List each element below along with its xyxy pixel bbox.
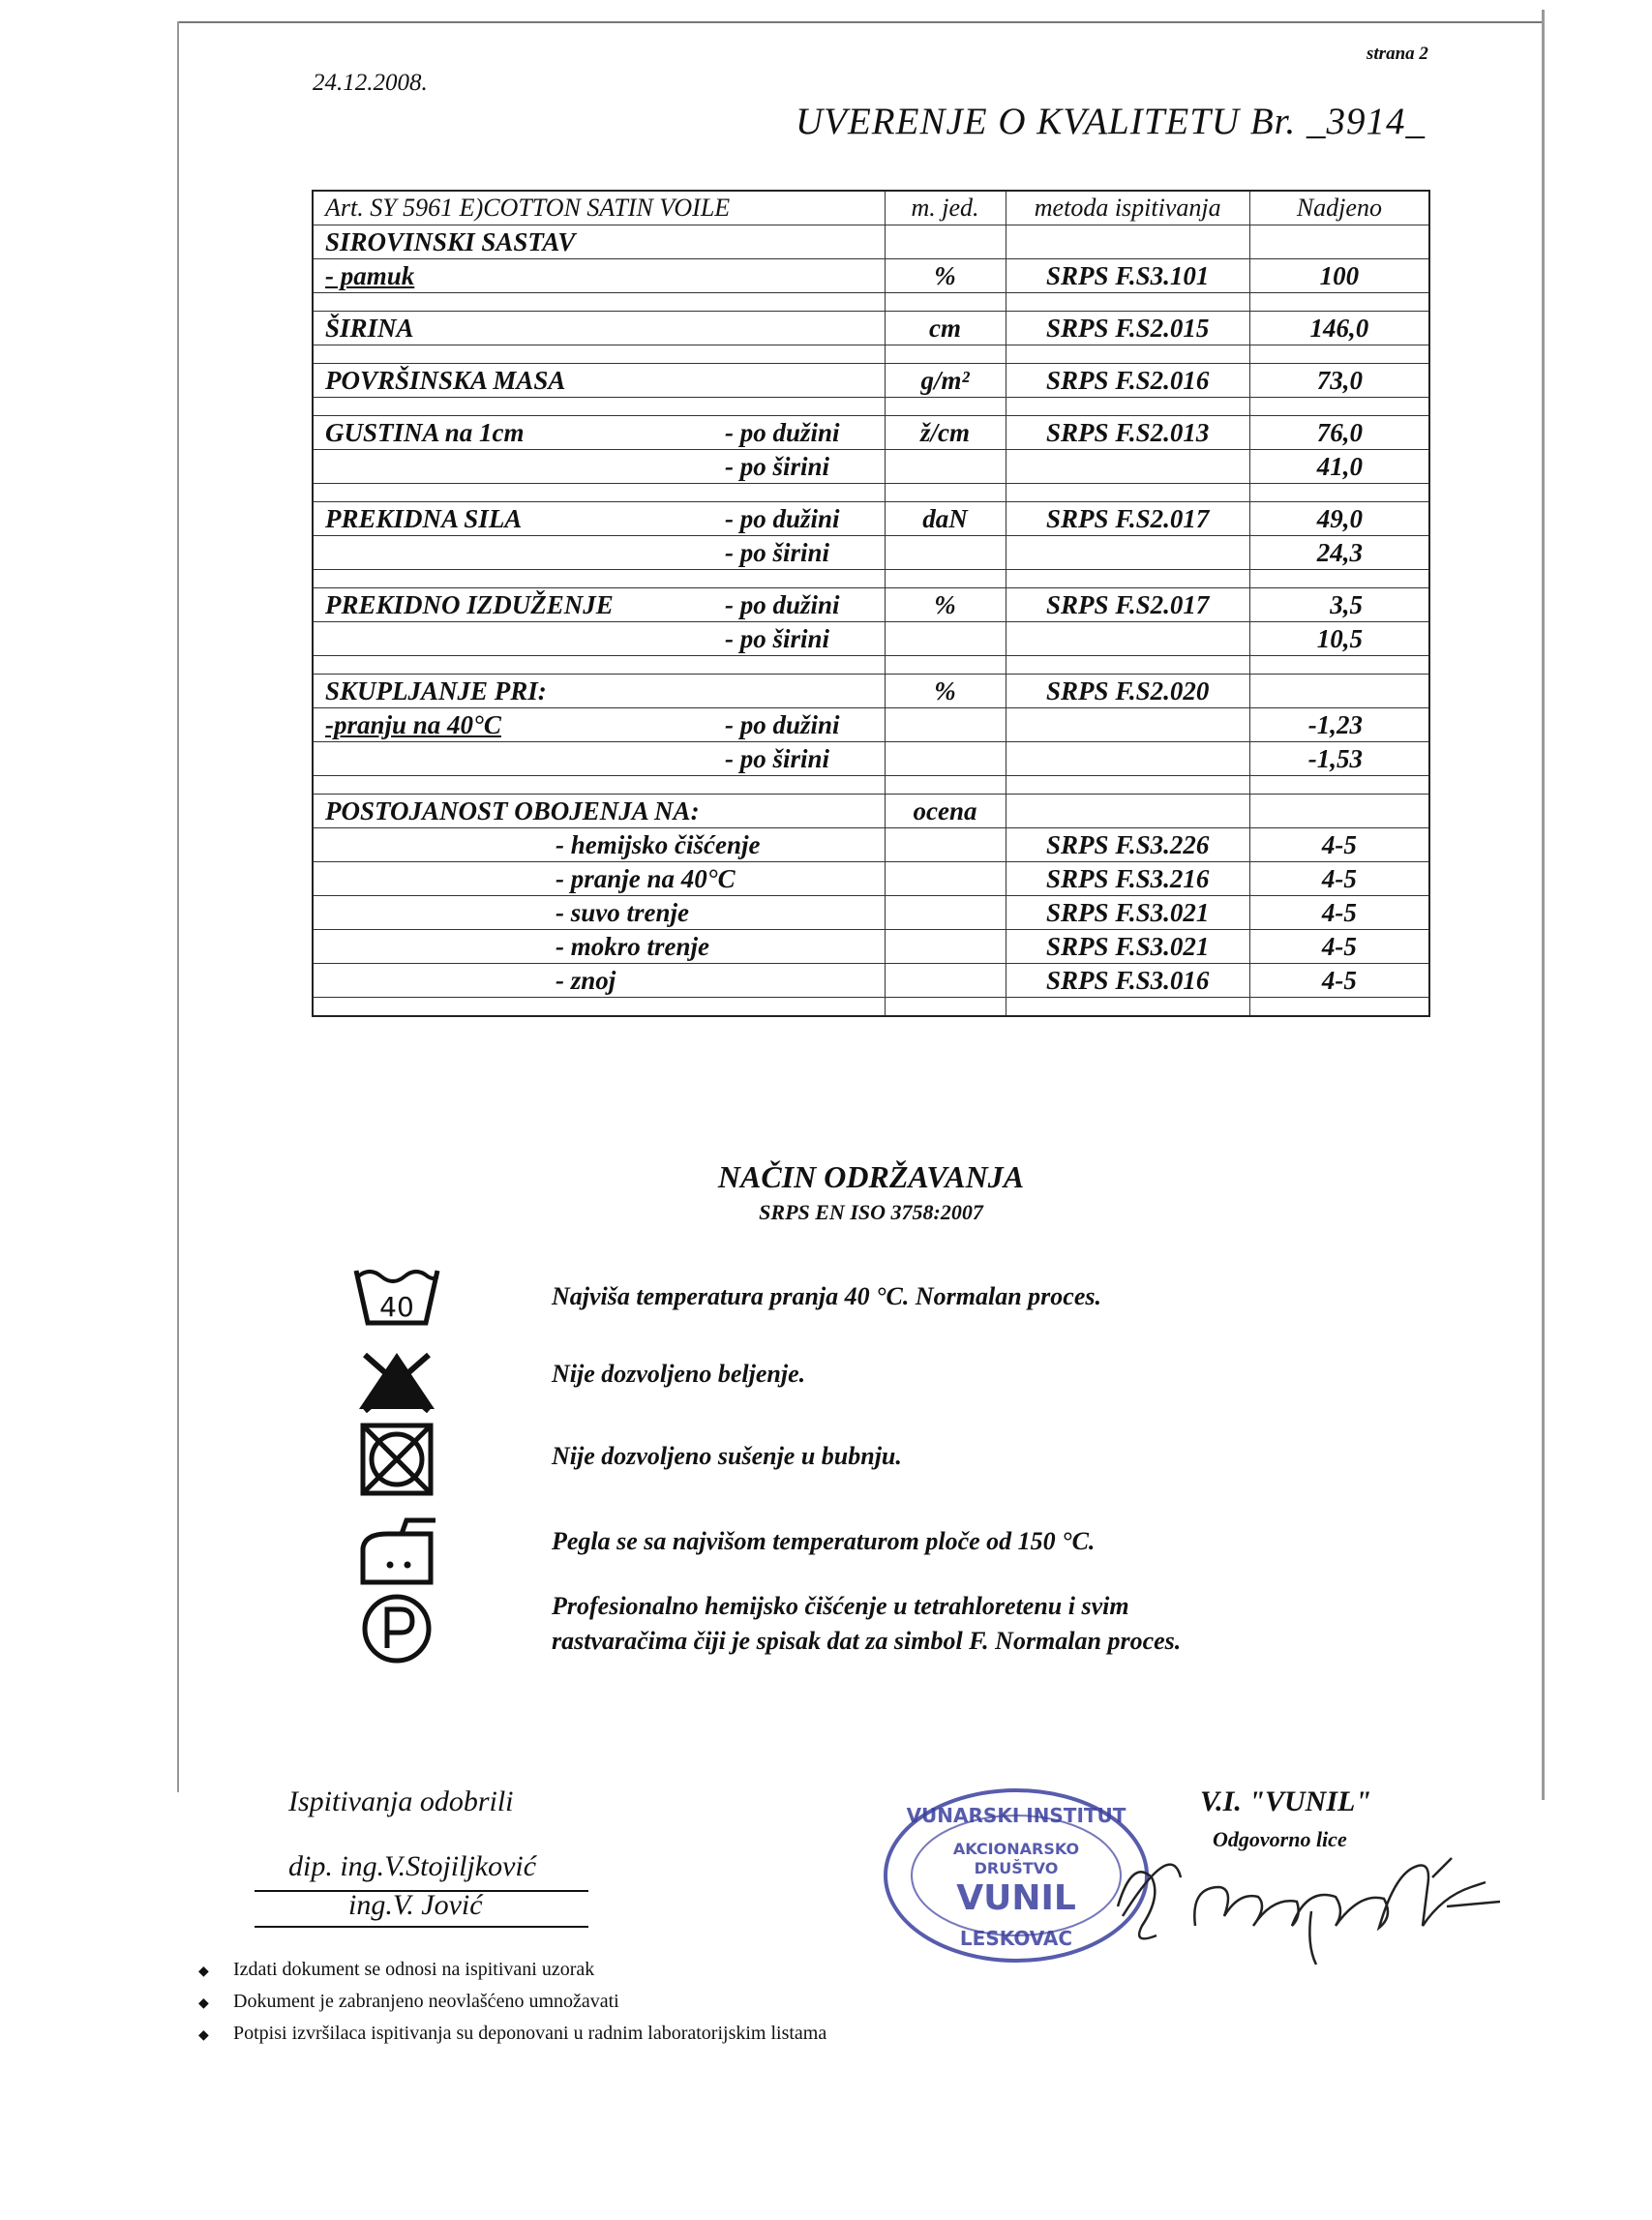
mass-label: POVRŠINSKA MASA	[313, 364, 885, 398]
width-label: ŠIRINA	[313, 312, 885, 345]
approved-by-label: Ispitivanja odobrili	[288, 1785, 514, 1817]
colorfastness-row-label: - suvo trenje	[313, 896, 885, 930]
colorfastness-row-label: - hemijsko čišćenje	[313, 828, 885, 862]
elongation-label: PREKIDNO IZDUŽENJE	[325, 589, 614, 619]
svg-text:VUNARSKI INSTITUT: VUNARSKI INSTITUT	[906, 1804, 1126, 1827]
table-row	[313, 795, 1429, 828]
shrinkage-value1: -1,23	[1249, 708, 1429, 742]
density-label: GUSTINA na 1cm	[325, 417, 525, 447]
iron-150-icon	[353, 1515, 440, 1587]
table-row	[313, 588, 1429, 622]
colorfastness-row-value: 4-5	[1249, 964, 1429, 998]
density-method: SRPS F.S2.013	[1006, 416, 1249, 450]
width-method: SRPS F.S2.015	[1006, 312, 1249, 345]
density-sub1: - po dužini	[725, 417, 840, 447]
colorfastness-row-value: 4-5	[1249, 862, 1429, 896]
colorfastness-row-method: SRPS F.S3.226	[1006, 828, 1249, 862]
notes-list	[198, 1955, 826, 2051]
density-value2: 41,0	[1249, 450, 1429, 484]
colorfastness-row-method: SRPS F.S3.016	[1006, 964, 1249, 998]
breaking-force-label: PREKIDNA SILA	[325, 503, 523, 533]
table-row	[313, 416, 1429, 450]
colorfastness-label: POSTOJANOST OBOJENJA NA:	[313, 795, 885, 828]
frame-right-line	[1542, 10, 1545, 1800]
table-row	[313, 502, 1429, 536]
table-row	[313, 622, 1429, 656]
svg-text:VUNIL: VUNIL	[956, 1878, 1076, 1918]
table-header-row	[313, 191, 1429, 225]
colorfastness-row-label: - mokro trenje	[313, 930, 885, 964]
colorfastness-row-method: SRPS F.S3.021	[1006, 930, 1249, 964]
certificate-title: UVERENJE O KVALITETU Br. _3914_	[796, 101, 1427, 142]
table-row	[313, 259, 1429, 293]
table-row	[313, 708, 1429, 742]
breaking-force-value1: 49,0	[1249, 502, 1429, 536]
bullet-icon: ◆	[198, 1996, 209, 2011]
colorfastness-unit: ocena	[885, 795, 1006, 828]
colorfastness-row-value: 4-5	[1249, 930, 1429, 964]
shrinkage-sub1: - po dužini	[725, 709, 840, 739]
care-text-bleach: Nije dozvoljeno beljenje.	[552, 1360, 806, 1388]
header-found: Nadjeno	[1249, 191, 1429, 225]
colorfastness-row-method: SRPS F.S3.021	[1006, 896, 1249, 930]
table-row	[313, 536, 1429, 570]
elongation-unit: %	[885, 588, 1006, 622]
mass-value: 73,0	[1249, 364, 1429, 398]
wash-temp-label: 40	[379, 1291, 414, 1323]
shrinkage-value2: -1,53	[1249, 742, 1429, 776]
table-row	[313, 862, 1429, 896]
table-row	[313, 742, 1429, 776]
table-row	[313, 225, 1429, 259]
cotton-label: - pamuk	[313, 259, 885, 293]
signatory-2-underline	[255, 1926, 588, 1928]
cotton-unit: %	[885, 259, 1006, 293]
frame-top-line	[177, 21, 1542, 23]
elongation-value2: 10,5	[1249, 622, 1429, 656]
care-text-iron: Pegla se sa najvišom temperaturom ploče od 150 °C.	[552, 1527, 1096, 1555]
care-standard: SRPS EN ISO 3758:2007	[759, 1200, 983, 1224]
table-row	[313, 896, 1429, 930]
svg-text:AKCIONARSKO: AKCIONARSKO	[952, 1840, 1080, 1858]
header-unit: m. jed.	[885, 191, 1006, 225]
raw-composition-label: SIROVINSKI SASTAV	[313, 225, 885, 259]
care-text-dryclean-line2: rastvaračima čiji je spisak dat za simbol F. Normalan proces.	[552, 1627, 1182, 1655]
breaking-force-unit: daN	[885, 502, 1006, 536]
table-row	[313, 364, 1429, 398]
breaking-force-value2: 24,3	[1249, 536, 1429, 570]
list-item: ◆ Izdati dokument se odnosi na ispitivani uzorak	[198, 1955, 826, 1987]
signatory-2: ing.V. Jović	[348, 1889, 483, 1921]
shrinkage-label: SKUPLJANJE PRI:	[313, 675, 885, 708]
colorfastness-row-label: - pranje na 40°C	[313, 862, 885, 896]
mass-method: SRPS F.S2.016	[1006, 364, 1249, 398]
colorfastness-row-label: - znoj	[313, 964, 885, 998]
breaking-force-sub2: - po širini	[313, 536, 885, 570]
care-text-wash: Najviša temperatura pranja 40 °C. Normalan proces.	[552, 1282, 1101, 1310]
elongation-method: SRPS F.S2.017	[1006, 588, 1249, 622]
colorfastness-row-value: 4-5	[1249, 896, 1429, 930]
responsible-person-label: Odgovorno lice	[1213, 1827, 1347, 1851]
shrinkage-method: SRPS F.S2.020	[1006, 675, 1249, 708]
shrinkage-unit: %	[885, 675, 1006, 708]
table-row	[313, 828, 1429, 862]
no-tumble-dry-icon	[358, 1421, 436, 1498]
breaking-force-sub1: - po dužini	[725, 503, 840, 533]
cotton-method: SRPS F.S3.101	[1006, 259, 1249, 293]
list-item: ◆ Dokument je zabranjeno neovlašćeno umnožavati	[198, 1987, 826, 2019]
svg-text:DRUŠTVO: DRUŠTVO	[974, 1859, 1059, 1877]
care-text-dryclean: Profesionalno hemijsko čišćenje u tetrahloretenu i svim	[552, 1592, 1129, 1620]
table-row	[313, 312, 1429, 345]
test-results-table	[312, 190, 1430, 1017]
table-row	[313, 964, 1429, 998]
density-sub2: - po širini	[313, 450, 885, 484]
care-text-dry: Nije dozvoljeno sušenje u bubnju.	[552, 1442, 902, 1470]
bullet-icon: ◆	[198, 2028, 209, 2043]
colorfastness-row-method: SRPS F.S3.216	[1006, 862, 1249, 896]
company-name: V.I. "VUNIL"	[1200, 1785, 1371, 1817]
bullet-icon: ◆	[198, 1965, 209, 1979]
care-title: NAČIN ODRŽAVANJA	[717, 1159, 1025, 1194]
no-bleach-icon	[353, 1347, 440, 1415]
signatory-1: dip. ing.V.Stojiljković	[288, 1850, 537, 1882]
table-row	[313, 930, 1429, 964]
width-unit: cm	[885, 312, 1006, 345]
wash-40-icon	[348, 1263, 445, 1331]
document-date: 24.12.2008.	[313, 70, 428, 96]
list-item: ◆ Potpisi izvršilaca ispitivanja su deponovani u radnim laboratorijskim listama	[198, 2019, 826, 2051]
density-value1: 76,0	[1249, 416, 1429, 450]
table-row	[313, 675, 1429, 708]
mass-unit: g/m²	[885, 364, 1006, 398]
colorfastness-row-value: 4-5	[1249, 828, 1429, 862]
width-value: 146,0	[1249, 312, 1429, 345]
elongation-sub1: - po dužini	[725, 589, 840, 619]
shrinkage-sub2: - po širini	[313, 742, 885, 776]
cotton-value: 100	[1249, 259, 1429, 293]
handwritten-signature	[1103, 1819, 1510, 1974]
elongation-sub2: - po širini	[313, 622, 885, 656]
svg-text:LESKOVAC: LESKOVAC	[959, 1927, 1073, 1950]
density-unit: ž/cm	[885, 416, 1006, 450]
breaking-force-method: SRPS F.S2.017	[1006, 502, 1249, 536]
header-method: metoda ispitivanja	[1006, 191, 1249, 225]
frame-left-line	[177, 21, 179, 1792]
elongation-value1: 3,5	[1249, 588, 1429, 622]
table-row	[313, 450, 1429, 484]
page-number: strana 2	[1367, 44, 1428, 64]
shrinkage-wash-label: -pranju na 40°C	[325, 709, 501, 739]
header-article: Art. SY 5961 E)COTTON SATIN VOILE	[313, 191, 885, 225]
dry-clean-p-icon	[360, 1592, 434, 1665]
